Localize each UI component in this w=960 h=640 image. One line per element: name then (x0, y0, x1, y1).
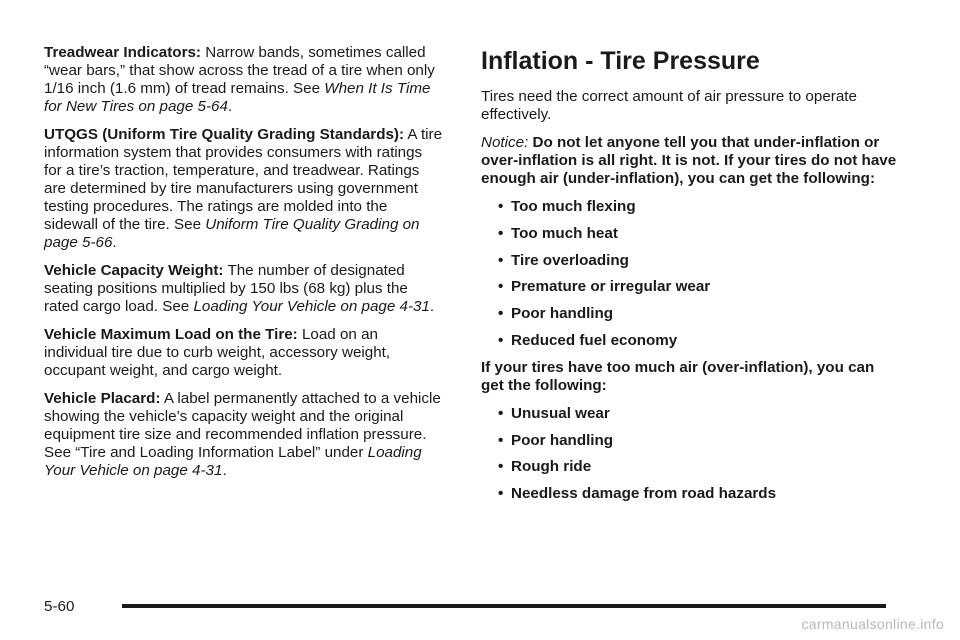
over-inflation-list (481, 405, 901, 503)
glossary-entry-utqgs (44, 126, 444, 252)
bullet-icon: • (498, 404, 504, 422)
entry-term: Vehicle Placard: (44, 390, 161, 407)
list-item (481, 332, 901, 350)
bullet-icon: • (498, 198, 504, 215)
cross-reference-link[interactable]: Loading Your Vehicle on page 4-31 (44, 444, 422, 479)
list-item-text: Tire overloading (511, 251, 629, 269)
footer-rule (122, 604, 886, 608)
list-item (481, 432, 901, 450)
list-item (481, 405, 901, 423)
list-item-text: Unusual wear (511, 404, 610, 422)
intro-paragraph: Tires need the correct amount of air pressure to operate effectively. (481, 88, 857, 123)
list-item (481, 485, 901, 503)
list-item (481, 252, 901, 270)
entry-term: Vehicle Maximum Load on the Tire: (44, 326, 298, 343)
cross-reference-link[interactable]: Loading Your Vehicle on page 4-31 (193, 298, 430, 315)
entry-tail: . (429, 298, 435, 315)
list-item-text: Poor handling (511, 431, 614, 449)
bullet-icon: • (498, 305, 504, 323)
entry-tail: . (227, 98, 233, 115)
list-item-text: Premature or irregular wear (511, 278, 711, 296)
bullet-icon: • (498, 251, 504, 269)
list-item-text: Rough ride (511, 458, 592, 476)
bullet-icon: • (498, 331, 504, 349)
list-item (481, 278, 901, 296)
over-inflation-intro: If your tires have too much air (over-inflation), you can get the following: (481, 358, 875, 394)
list-item-text: Too much flexing (511, 198, 636, 215)
entry-text: Narrow bands, sometimes called “wear bars,” that show across the tread of a tire when only 1/16 inch (1.6 mm) of tread remains. See (44, 44, 435, 97)
bullet-icon: • (498, 224, 504, 242)
list-item (481, 305, 901, 323)
glossary-entry-capacity-weight (44, 262, 444, 316)
entry-term: UTQGS (Uniform Tire Quality Grading Standards): (44, 126, 405, 143)
list-item-text: Too much heat (511, 224, 618, 242)
entry-text: A label permanently attached to a vehicle showing the vehicle’s capacity weight and the original equipment tire size and recommended inflation pressure. See “Tire and Loading Information Label” under (44, 390, 441, 461)
list-item-text: Reduced fuel economy (511, 331, 678, 349)
glossary-entry-treadwear (44, 44, 444, 116)
notice-label: Notice: (481, 134, 529, 151)
page-number: 5-60 (44, 598, 75, 615)
entry-text: Load on an individual tire due to curb weight, accessory weight, occupant weight, and cargo weight. (44, 326, 391, 379)
entry-tail: . (222, 462, 227, 479)
entry-term: Vehicle Capacity Weight: (44, 262, 224, 279)
bullet-icon: • (498, 458, 504, 476)
entry-text: The number of designated seating positions multiplied by 150 lbs (68 kg) plus the rated cargo load. See (44, 262, 408, 315)
entry-text: A tire information system that provides consumers with ratings for a tire’s traction, temperature, and treadwear. Ratings are determined by tire manufacturers using government testing procedures. The ratings are molded into the sidewall of the tire. See (44, 126, 443, 233)
list-item-text: Poor handling (511, 305, 614, 323)
list-item (481, 458, 901, 476)
right-column (481, 44, 901, 512)
left-column (44, 44, 444, 490)
notice-text: Do not let anyone tell you that under-inflation or over-inflation is all right. It is not. If your tires do not have enough air (under-inflation), you can get the following: (481, 134, 897, 187)
section-heading: Inflation - Tire Pressure (481, 47, 760, 75)
entry-term: Treadwear Indicators: (44, 44, 201, 61)
glossary-entry-max-load (44, 326, 444, 380)
bullet-icon: • (498, 431, 504, 449)
cross-reference-link[interactable]: Uniform Tire Quality Grading on page 5-66 (44, 216, 420, 251)
watermark: carmanualsonline.info (801, 616, 944, 632)
glossary-entry-placard (44, 390, 444, 480)
bullet-icon: • (498, 485, 504, 503)
under-inflation-list (481, 198, 901, 350)
list-item (481, 225, 901, 243)
list-item-text: Needless damage from road hazards (511, 485, 777, 503)
notice-paragraph (481, 134, 901, 188)
entry-tail: . (112, 234, 117, 251)
bullet-icon: • (498, 278, 504, 296)
cross-reference-link[interactable]: When It Is Time for New Tires on page 5-64 (44, 80, 431, 115)
list-item (481, 198, 901, 216)
